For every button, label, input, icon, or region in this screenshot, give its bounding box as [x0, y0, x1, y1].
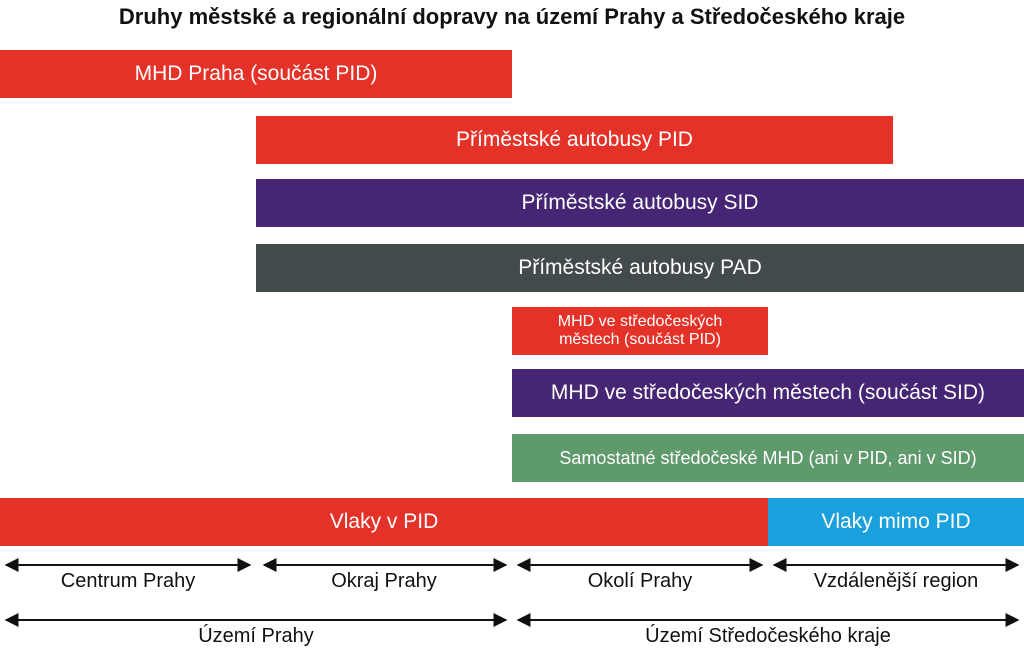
bar-mhd-stredoceske-sid: MHD ve středočeských městech (součást SID) [512, 369, 1024, 417]
zone-label-centrum: Centrum Prahy [60, 570, 196, 592]
zone-label-okoli: Okolí Prahy [587, 570, 693, 592]
bar-primestske-autobusy-pad: Příměstské autobusy PAD [256, 244, 1024, 292]
bar-mhd-praha: MHD Praha (součást PID) [0, 50, 512, 98]
bar-vlaky-pid: Vlaky v PID [0, 498, 768, 546]
bar-mhd-stredoceske-pid: MHD ve středočeských městech (součást PID) [512, 307, 768, 355]
territory-label-stredocesky: Území Středočeského kraje [645, 625, 891, 647]
territory-label-praha: Území Prahy [198, 625, 314, 647]
bar-samostatne-mhd: Samostatné středočeské MHD (ani v PID, ani v SID) [512, 434, 1024, 482]
bar-primestske-autobusy-sid: Příměstské autobusy SID [256, 179, 1024, 227]
bar-vlaky-mimo-pid: Vlaky mimo PID [768, 498, 1024, 546]
zone-label-vzdalenejsi: Vzdálenější region [813, 570, 979, 592]
diagram-title: Druhy městské a regionální dopravy na území Prahy a Středočeského kraje [118, 4, 906, 29]
bar-primestske-autobusy-pid: Příměstské autobusy PID [256, 116, 893, 164]
zone-label-okraj: Okraj Prahy [331, 570, 437, 592]
